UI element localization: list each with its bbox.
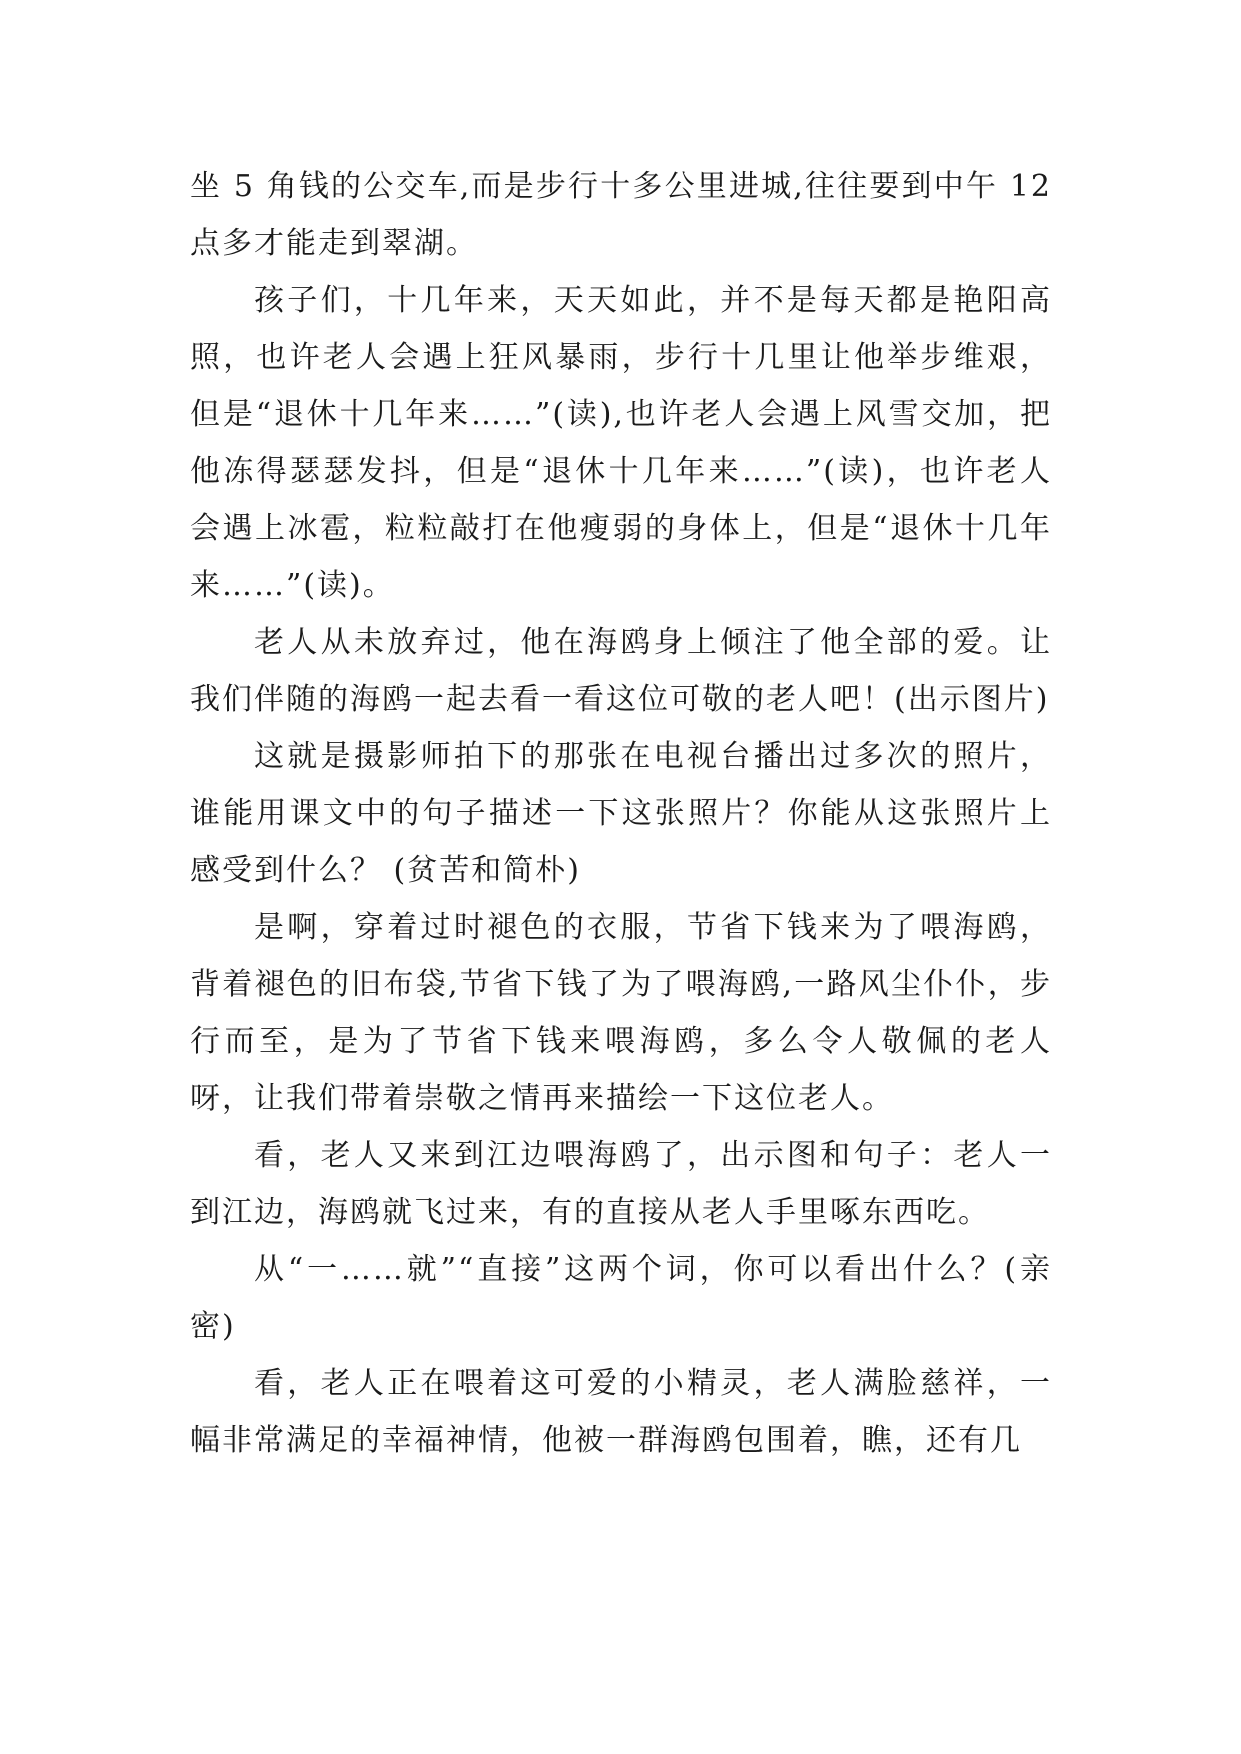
document-body — [190, 158, 1052, 1469]
paragraph-3: 老人从未放弃过，他在海鸥身上倾注了他全部的爱。让我们伴随的海鸥一起去看一看这位可敬的老人吧！(出示图片) — [190, 625, 1052, 717]
paragraph-4: 这就是摄影师拍下的那张在电视台播出过多次的照片，谁能用课文中的句子描述一下这张照片？你能从这张照片上感受到什么？ (贫苦和简朴) — [190, 739, 1052, 888]
paragraph-2: 孩子们，十几年来，天天如此，并不是每天都是艳阳高照，也许老人会遇上狂风暴雨，步行十几里让他举步维艰，但是“退休十几年来……”(读),也许老人会遇上风雪交加，把他冻得瑟瑟发抖，但是“退休十几年来……”(读)，也许老人会遇上冰雹，粒粒敲打在他瘦弱的身体上，但是“退休十几年来……”(读)。 — [190, 283, 1052, 603]
paragraph-7: 从“一……就”“直接”这两个词，你可以看出什么？(亲密) — [190, 1252, 1052, 1344]
paragraph-5: 是啊，穿着过时褪色的衣服，节省下钱来为了喂海鸥，背着褪色的旧布袋,节省下钱了为了喂海鸥,一路风尘仆仆，步行而至，是为了节省下钱来喂海鸥，多么令人敬佩的老人呀，让我们带着崇敬之情再来描绘一下这位老人。 — [190, 910, 1052, 1116]
paragraph-8: 看，老人正在喂着这可爱的小精灵，老人满脸慈祥，一幅非常满足的幸福神情，他被一群海鸥包围着，瞧，还有几 — [190, 1366, 1052, 1458]
paragraph-6: 看，老人又来到江边喂海鸥了，出示图和句子：老人一到江边，海鸥就飞过来，有的直接从老人手里啄东西吃。 — [190, 1138, 1052, 1230]
paragraph-1: 坐 5 角钱的公交车,而是步行十多公里进城,往往要到中午 12 点多才能走到翠湖。 — [190, 169, 1052, 261]
